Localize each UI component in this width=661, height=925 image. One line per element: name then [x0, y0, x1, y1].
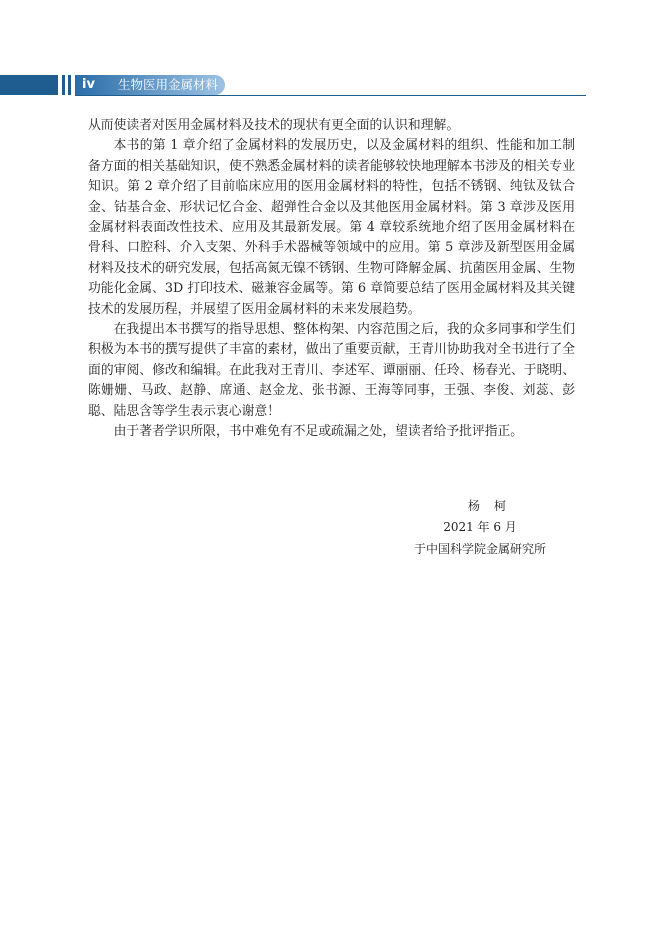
paragraph-disclaimer: 由于著者学识所限，书中难免有不足或疏漏之处，望读者给予批评指正。 [113, 424, 524, 440]
book-title: 生物医用金属材料 [118, 77, 219, 92]
paragraph-continuation: 从而使读者对医用金属材料及技术的现状有更全面的认识和理解。 [88, 118, 460, 133]
header-bar [0, 75, 58, 95]
paragraph-chapters: 本书的第 1 章介绍了金属材料的发展历史，以及金属材料的组织、性能和加工制备方面的相关基础知识，使不熟悉金属材料的读者能够较快地理解本书涉及的相关专业知识。第 2 章介绍了目前临床应用的医用金属材料的特性，包括不锈钢、纯钛及钛合金、钴基合金、形状记忆合金、超弹性合金以及其他医用金属材料。第 3 章涉及医用金属材料表面改性技术、应用及其最新发展。第 4 章较系统地介绍了医用金属材料在骨科、口腔科、介入支架、外科手术器械等领域中的应用。第 5 章涉及新型医用金属材料及技术的研究发展，包括高氮无镍不锈钢、生物可降解金属、抗菌医用金属、生物功能化金属、3D 打印技术、磁兼容金属等。第 6 章简要总结了医用金属材料及其关键技术的发展历程，并展望了医用金属材料的未来发展趋势。 [88, 138, 575, 317]
signature-date: 2021 年 6 月 [443, 520, 517, 534]
author-name: 杨柯 [467, 499, 520, 513]
running-header [0, 70, 661, 100]
signature-place: 于中国科学院金属研究所 [413, 542, 546, 556]
header-stripe [62, 75, 65, 95]
header-rule [75, 95, 586, 96]
header-stripe [68, 75, 71, 95]
paragraph-acknowledgements: 在我提出本书撰写的指导思想、整体构架、内容范围之后，我的众多同事和学生们积极为本书的撰写提供了丰富的素材，做出了重要贡献，王青川协助我对全书进行了全面的审阅、修改和编辑。在此我对王青川、李述军、谭丽丽、任玲、杨春光、于晓明、陈姗姗、马政、赵静、席通、赵金龙、张书源、王海等同事，王强、李俊、刘蕊、彭聪、陆思含等学生表示衷心谢意！ [88, 322, 575, 419]
body-text [88, 116, 575, 443]
page-number: iv [82, 77, 95, 92]
